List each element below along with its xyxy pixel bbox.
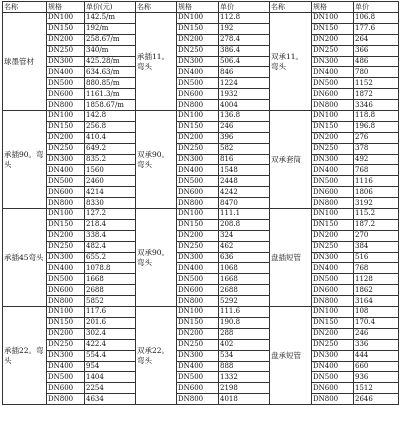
- spec-cell: DN800: [47, 394, 85, 405]
- spec-cell: DN600: [177, 383, 219, 394]
- spec-cell: DN600: [177, 89, 219, 100]
- price-cell: 835.2: [85, 154, 136, 165]
- price-cell: 2688: [219, 285, 270, 296]
- table-row: [3, 209, 399, 220]
- spec-cell: DN500: [312, 372, 354, 383]
- spec-cell: DN800: [177, 198, 219, 209]
- table-row: [3, 143, 399, 154]
- spec-cell: DN300: [47, 56, 85, 67]
- header-spec: 规格: [312, 2, 354, 13]
- table-row: [3, 383, 399, 394]
- spec-cell: DN400: [47, 165, 85, 176]
- price-cell: 462: [219, 241, 270, 252]
- table-row: [3, 241, 399, 252]
- price-cell: 288: [219, 328, 270, 339]
- spec-cell: DN800: [312, 100, 354, 111]
- table-row: [3, 263, 399, 274]
- spec-cell: DN250: [177, 241, 219, 252]
- spec-cell: DN150: [47, 121, 85, 132]
- table-row: [3, 67, 399, 78]
- price-cell: 118.8: [354, 111, 399, 122]
- price-cell: 187.2: [354, 219, 399, 230]
- price-cell: 190.8: [219, 317, 270, 328]
- table-row: [3, 45, 399, 56]
- price-cell: 1512: [354, 383, 399, 394]
- spec-cell: DN150: [177, 121, 219, 132]
- table-row: [3, 34, 399, 45]
- spec-cell: DN300: [177, 252, 219, 263]
- spec-cell: DN100: [312, 209, 354, 220]
- price-cell: 201.6: [85, 317, 136, 328]
- spec-cell: DN500: [47, 372, 85, 383]
- spec-cell: DN150: [47, 219, 85, 230]
- price-cell: 402: [219, 339, 270, 350]
- table-row: [3, 219, 399, 230]
- price-cell: 1068: [219, 263, 270, 274]
- price-cell: 554.4: [85, 350, 136, 361]
- spec-cell: DN250: [47, 241, 85, 252]
- table-row: [3, 350, 399, 361]
- price-cell: 636: [219, 252, 270, 263]
- price-cell: 170.4: [354, 317, 399, 328]
- price-cell: 106.8: [354, 13, 399, 24]
- spec-cell: DN200: [177, 34, 219, 45]
- spec-cell: DN250: [312, 143, 354, 154]
- spec-cell: DN500: [47, 274, 85, 285]
- spec-cell: DN150: [312, 121, 354, 132]
- price-cell: 1560: [85, 165, 136, 176]
- price-cell: 768: [354, 263, 399, 274]
- price-cell: 1668: [85, 274, 136, 285]
- table-row: [3, 78, 399, 89]
- spec-cell: DN100: [47, 111, 85, 122]
- spec-cell: DN300: [47, 252, 85, 263]
- spec-cell: DN300: [47, 154, 85, 165]
- product-name-cell: 球墨管材: [3, 13, 47, 111]
- spec-cell: DN600: [47, 187, 85, 198]
- spec-cell: DN300: [312, 154, 354, 165]
- price-cell: 4018: [219, 394, 270, 405]
- price-cell: 196.8: [354, 121, 399, 132]
- price-cell: 422.4: [85, 339, 136, 350]
- price-cell: 516: [354, 252, 399, 263]
- product-name-cell: 双承套筒: [270, 111, 312, 209]
- spec-cell: DN200: [177, 328, 219, 339]
- price-cell: 954: [85, 361, 136, 372]
- product-name-cell: 盘插短管: [270, 209, 312, 307]
- product-name-cell: 双承11。弯头: [270, 13, 312, 111]
- price-cell: 192: [219, 23, 270, 34]
- header-spec: 规格: [47, 2, 85, 13]
- spec-cell: DN100: [47, 13, 85, 24]
- spec-cell: DN400: [312, 67, 354, 78]
- spec-cell: DN400: [47, 67, 85, 78]
- spec-cell: DN400: [177, 361, 219, 372]
- price-cell: 258.67/m: [85, 34, 136, 45]
- price-cell: 378: [354, 143, 399, 154]
- spec-cell: DN250: [47, 45, 85, 56]
- spec-cell: DN600: [312, 285, 354, 296]
- price-cell: 396: [219, 132, 270, 143]
- spec-cell: DN150: [177, 23, 219, 34]
- price-cell: 660: [354, 361, 399, 372]
- table-row: [3, 394, 399, 405]
- price-cell: 649.2: [85, 143, 136, 154]
- price-cell: 4634: [85, 394, 136, 405]
- spec-cell: DN800: [47, 296, 85, 307]
- price-cell: 506.4: [219, 56, 270, 67]
- product-name-cell: 承插11。弯头: [136, 13, 177, 111]
- table-row: [3, 198, 399, 209]
- spec-cell: DN300: [312, 252, 354, 263]
- price-cell: 634.63/m: [85, 67, 136, 78]
- price-cell: 8330: [85, 198, 136, 209]
- price-cell: 1932: [219, 89, 270, 100]
- spec-cell: DN200: [312, 34, 354, 45]
- spec-cell: DN100: [177, 307, 219, 318]
- header-unit-price: 单价: [354, 2, 399, 13]
- header-row: [3, 2, 399, 13]
- table-body: [3, 13, 399, 405]
- price-cell: 2448: [219, 176, 270, 187]
- spec-cell: DN400: [177, 263, 219, 274]
- price-cell: 142.8: [85, 111, 136, 122]
- spec-cell: DN500: [47, 78, 85, 89]
- price-cell: 1078.8: [85, 263, 136, 274]
- spec-cell: DN600: [47, 285, 85, 296]
- price-cell: 4242: [219, 187, 270, 198]
- price-cell: 1862: [354, 285, 399, 296]
- table-row: [3, 252, 399, 263]
- spec-cell: DN250: [177, 339, 219, 350]
- table-row: [3, 285, 399, 296]
- table-row: [3, 132, 399, 143]
- price-cell: 888: [219, 361, 270, 372]
- price-cell: 1858.67/m: [85, 100, 136, 111]
- price-cell: 192/m: [85, 23, 136, 34]
- price-cell: 127.2: [85, 209, 136, 220]
- table-row: [3, 89, 399, 100]
- spec-cell: DN300: [47, 350, 85, 361]
- table-row: [3, 13, 399, 24]
- price-cell: 115.2: [354, 209, 399, 220]
- spec-cell: DN100: [312, 307, 354, 318]
- price-cell: 1152: [354, 78, 399, 89]
- price-cell: 3346: [354, 100, 399, 111]
- price-cell: 270: [354, 230, 399, 241]
- price-cell: 246: [219, 121, 270, 132]
- price-cell: 816: [219, 154, 270, 165]
- spec-cell: DN500: [177, 78, 219, 89]
- spec-cell: DN200: [47, 230, 85, 241]
- price-cell: 2688: [85, 285, 136, 296]
- spec-cell: DN400: [47, 263, 85, 274]
- table-row: [3, 339, 399, 350]
- product-name-cell: 双承90。弯头: [136, 209, 177, 307]
- price-cell: 1806: [354, 187, 399, 198]
- spec-cell: DN250: [177, 143, 219, 154]
- price-cell: 302.4: [85, 328, 136, 339]
- price-cell: 2254: [85, 383, 136, 394]
- spec-cell: DN400: [312, 165, 354, 176]
- table-row: [3, 361, 399, 372]
- spec-cell: DN100: [177, 13, 219, 24]
- spec-cell: DN300: [177, 350, 219, 361]
- price-cell: 410.4: [85, 132, 136, 143]
- product-name-cell: 承插22。弯头: [3, 307, 47, 405]
- spec-cell: DN200: [47, 132, 85, 143]
- spec-cell: DN500: [312, 78, 354, 89]
- table-row: [3, 154, 399, 165]
- spec-cell: DN200: [47, 34, 85, 45]
- spec-cell: DN150: [177, 219, 219, 230]
- spec-cell: DN150: [312, 219, 354, 230]
- spec-cell: DN150: [312, 23, 354, 34]
- price-cell: 492: [354, 154, 399, 165]
- product-name-cell: 双承90。弯头: [136, 111, 177, 209]
- price-cell: 177.6: [354, 23, 399, 34]
- table-row: [3, 230, 399, 241]
- price-cell: 366: [354, 45, 399, 56]
- spec-cell: DN800: [177, 100, 219, 111]
- spec-cell: DN250: [47, 339, 85, 350]
- price-cell: 486: [354, 56, 399, 67]
- spec-cell: DN600: [177, 285, 219, 296]
- spec-cell: DN300: [177, 154, 219, 165]
- price-cell: 534: [219, 350, 270, 361]
- price-cell: 768: [354, 165, 399, 176]
- price-cell: 5852: [85, 296, 136, 307]
- spec-cell: DN250: [177, 45, 219, 56]
- spec-cell: DN300: [312, 56, 354, 67]
- table-row: [3, 328, 399, 339]
- price-cell: 324: [219, 230, 270, 241]
- spec-cell: DN500: [177, 372, 219, 383]
- spec-cell: DN600: [177, 187, 219, 198]
- price-cell: 112.8: [219, 13, 270, 24]
- spec-cell: DN200: [312, 230, 354, 241]
- price-cell: 386.4: [219, 45, 270, 56]
- table-row: [3, 372, 399, 383]
- spec-cell: DN500: [47, 176, 85, 187]
- price-cell: 655.2: [85, 252, 136, 263]
- table-row: [3, 176, 399, 187]
- spec-cell: DN800: [312, 394, 354, 405]
- spec-cell: DN600: [47, 89, 85, 100]
- table-row: [3, 307, 399, 318]
- price-cell: 2460: [85, 176, 136, 187]
- spec-cell: DN100: [177, 111, 219, 122]
- spec-cell: DN250: [312, 339, 354, 350]
- price-cell: 136.8: [219, 111, 270, 122]
- price-cell: 338.4: [85, 230, 136, 241]
- spec-cell: DN250: [312, 241, 354, 252]
- price-cell: 384: [354, 241, 399, 252]
- spec-cell: DN800: [177, 394, 219, 405]
- spec-cell: DN200: [312, 132, 354, 143]
- spec-cell: DN400: [312, 361, 354, 372]
- table-row: [3, 187, 399, 198]
- header-unit-price: 单价: [219, 2, 270, 13]
- price-cell: 1668: [219, 274, 270, 285]
- spec-cell: DN400: [177, 165, 219, 176]
- price-cell: 108: [354, 307, 399, 318]
- spec-cell: DN600: [312, 383, 354, 394]
- table-row: [3, 121, 399, 132]
- spec-cell: DN200: [47, 328, 85, 339]
- price-cell: 1332: [219, 372, 270, 383]
- table-row: [3, 296, 399, 307]
- price-cell: 4004: [219, 100, 270, 111]
- header-spec: 规格: [177, 2, 219, 13]
- spec-cell: DN600: [312, 187, 354, 198]
- price-cell: 111.6: [219, 307, 270, 318]
- spec-cell: DN500: [312, 176, 354, 187]
- price-cell: 1128: [354, 274, 399, 285]
- spec-cell: DN200: [177, 132, 219, 143]
- spec-cell: DN400: [312, 263, 354, 274]
- price-cell: 880.85/m: [85, 78, 136, 89]
- price-cell: 142.5/m: [85, 13, 136, 24]
- spec-cell: DN800: [312, 198, 354, 209]
- price-cell: 246: [354, 328, 399, 339]
- header-name: 名称: [270, 2, 312, 13]
- price-cell: 3164: [354, 296, 399, 307]
- price-cell: 256.8: [85, 121, 136, 132]
- table-row: [3, 56, 399, 67]
- spec-cell: DN150: [177, 317, 219, 328]
- spec-cell: DN400: [47, 361, 85, 372]
- spec-cell: DN100: [47, 209, 85, 220]
- spec-cell: DN100: [47, 307, 85, 318]
- product-name-cell: 盘承短管: [270, 307, 312, 405]
- spec-cell: DN600: [312, 89, 354, 100]
- price-cell: 1404: [85, 372, 136, 383]
- spec-cell: DN400: [177, 67, 219, 78]
- price-cell: 1161.3/m: [85, 89, 136, 100]
- spec-cell: DN200: [177, 230, 219, 241]
- spec-cell: DN600: [47, 383, 85, 394]
- price-table: [2, 1, 399, 405]
- price-cell: 278.4: [219, 34, 270, 45]
- price-cell: 1872: [354, 89, 399, 100]
- spec-cell: DN500: [177, 274, 219, 285]
- spec-cell: DN500: [312, 274, 354, 285]
- spec-cell: DN800: [177, 296, 219, 307]
- spec-cell: DN100: [312, 111, 354, 122]
- spec-cell: DN800: [47, 100, 85, 111]
- spec-cell: DN300: [177, 56, 219, 67]
- spec-cell: DN150: [47, 317, 85, 328]
- spec-cell: DN250: [47, 143, 85, 154]
- table-row: [3, 111, 399, 122]
- price-cell: 218.4: [85, 219, 136, 230]
- table-row: [3, 317, 399, 328]
- spec-cell: DN100: [312, 13, 354, 24]
- price-cell: 2646: [354, 394, 399, 405]
- table-row: [3, 23, 399, 34]
- price-cell: 4214: [85, 187, 136, 198]
- spec-cell: DN200: [312, 328, 354, 339]
- spec-cell: DN800: [47, 198, 85, 209]
- price-cell: 1548: [219, 165, 270, 176]
- spec-cell: DN100: [177, 209, 219, 220]
- spec-cell: DN250: [312, 45, 354, 56]
- price-cell: 5292: [219, 296, 270, 307]
- header-unit-price: 单价(元): [85, 2, 136, 13]
- spec-cell: DN150: [312, 317, 354, 328]
- price-cell: 780: [354, 67, 399, 78]
- product-name-cell: 双承22。弯头: [136, 307, 177, 405]
- price-cell: 276: [354, 132, 399, 143]
- price-cell: 582: [219, 143, 270, 154]
- price-cell: 264: [354, 34, 399, 45]
- table-row: [3, 165, 399, 176]
- price-cell: 340/m: [85, 45, 136, 56]
- header-name: 名称: [136, 2, 177, 13]
- spec-cell: DN800: [312, 296, 354, 307]
- price-cell: 208.8: [219, 219, 270, 230]
- price-cell: 336: [354, 339, 399, 350]
- price-cell: 936: [354, 372, 399, 383]
- price-cell: 482.4: [85, 241, 136, 252]
- price-cell: 8470: [219, 198, 270, 209]
- price-cell: 846: [219, 67, 270, 78]
- price-cell: 111.1: [219, 209, 270, 220]
- price-cell: 444: [354, 350, 399, 361]
- spec-cell: DN300: [312, 350, 354, 361]
- price-cell: 3192: [354, 198, 399, 209]
- price-cell: 117.6: [85, 307, 136, 318]
- spec-cell: DN500: [177, 176, 219, 187]
- header-name: 名称: [3, 2, 47, 13]
- table-row: [3, 274, 399, 285]
- price-cell: 425.28/m: [85, 56, 136, 67]
- price-cell: 1224: [219, 78, 270, 89]
- price-cell: 2198: [219, 383, 270, 394]
- price-cell: 1116: [354, 176, 399, 187]
- table-row: [3, 100, 399, 111]
- product-name-cell: 承插90。弯头: [3, 111, 47, 209]
- product-name-cell: 承插45弯头: [3, 209, 47, 307]
- spec-cell: DN150: [47, 23, 85, 34]
